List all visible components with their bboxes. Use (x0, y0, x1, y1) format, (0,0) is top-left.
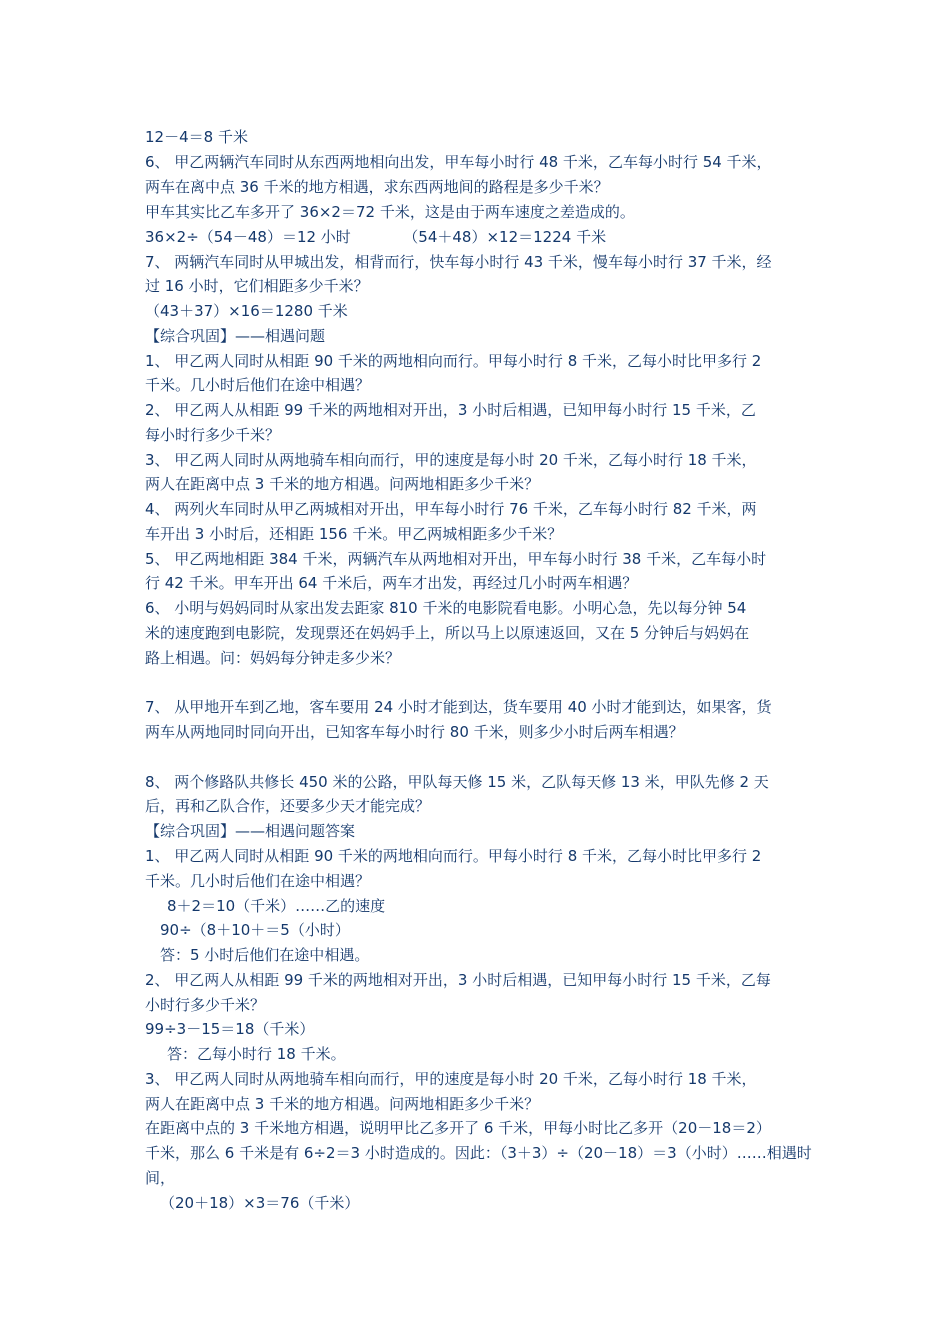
exercise-5: 5、 甲乙两地相距 384 千米，两辆汽车从两地相对开出，甲车每小时行 38 千米，乙车每小时 (145, 550, 767, 568)
text-line: 36×2÷（54－48）＝12 小时 （54＋48）×12＝1224 千米 (145, 228, 607, 246)
text-line: 千米。几小时后他们在途中相遇？ (145, 376, 371, 394)
section-heading: 【综合巩固】——相遇问题 (145, 327, 326, 345)
exercise-3: 3、 甲乙两人同时从两地骑车相向而行，甲的速度是每小时 20 千米，乙每小时行 18 千米， (145, 451, 757, 469)
text-line: 在距离中点的 3 千米地方相遇，说明甲比乙多开了 6 千米，甲每小时比乙多开（20－18＝2） (145, 1119, 771, 1137)
text-line: 答：乙每小时行 18 千米。 (167, 1045, 346, 1063)
exercise-6: 6、 小明与妈妈同时从家出发去距家 810 千米的电影院看电影。小明心急，先以每分钟 54 (145, 599, 747, 617)
text-line: 行 42 千米。甲车开出 64 千米后，两车才出发，再经过几小时两车相遇？ (145, 574, 638, 592)
text-line: （20＋18）×3＝76（千米） (160, 1194, 360, 1212)
text-line: 8＋2＝10（千米）……乙的速度 (167, 897, 386, 915)
text-line: 每小时行多少千米？ (145, 426, 281, 444)
text-line: 甲车其实比乙车多开了 36×2＝72 千米，这是由于两车速度之差造成的。 (145, 203, 635, 221)
text-line: 后，再和乙队合作，还要多少天才能完成？ (145, 797, 431, 815)
text-line: 小时行多少千米？ (145, 996, 266, 1014)
text-line: 路上相遇。问：妈妈每分钟走多少米？ (145, 649, 401, 667)
problem-6: 6、 甲乙两辆汽车同时从东西两地相向出发，甲车每小时行 48 千米，乙车每小时行 54 千米， (145, 153, 772, 171)
text-line: 千米，那么 6 千米是有 6÷2＝3 小时造成的。因此：（3＋3）÷（20－18）＝3（小时）……相遇时 (145, 1144, 812, 1162)
answer-3: 3、 甲乙两人同时从两地骑车相向而行，甲的速度是每小时 20 千米，乙每小时行 18 千米， (145, 1070, 757, 1088)
problem-7: 7、 两辆汽车同时从甲城出发，相背而行，快车每小时行 43 千米，慢车每小时行 37 千米，经 (145, 253, 772, 271)
text-line: 过 16 小时，它们相距多少千米？ (145, 277, 369, 295)
text-line: 米的速度跑到电影院，发现票还在妈妈手上，所以马上以原速返回，又在 5 分钟后与妈妈在 (145, 624, 750, 642)
text-line: 间， (145, 1169, 176, 1187)
text-line: 90÷（8＋10＋＝5（小时） (160, 921, 350, 939)
exercise-1: 1、 甲乙两人同时从相距 90 千米的两地相向而行。甲每小时行 8 千米，乙每小时比甲多行 2 (145, 352, 762, 370)
text-line: 99÷3－15＝18（千米） (145, 1020, 315, 1038)
exercise-4: 4、 两列火车同时从甲乙两城相对开出，甲车每小时行 76 千米，乙车每小时行 82 千米，两 (145, 500, 757, 518)
text-line: 千米。几小时后他们在途中相遇？ (145, 872, 371, 890)
text-line: 两车从两地同时同向开出，已知客车每小时行 80 千米，则多少小时后两车相遇？ (145, 723, 684, 741)
answer-2: 2、 甲乙两人从相距 99 千米的两地相对开出，3 小时后相遇，已知甲每小时行 15 千米，乙每 (145, 971, 771, 989)
exercise-2: 2、 甲乙两人从相距 99 千米的两地相对开出，3 小时后相遇，已知甲每小时行 15 千米，乙 (145, 401, 756, 419)
text-line: 两车在离中点 36 千米的地方相遇，求东西两地间的路程是多少千米？ (145, 178, 609, 196)
text-line: 两人在距离中点 3 千米的地方相遇。问两地相距多少千米？ (145, 1095, 540, 1113)
exercise-8: 8、 两个修路队共修长 450 米的公路，甲队每天修 15 米，乙队每天修 13 米，甲队先修 2 天 (145, 773, 769, 791)
answer-1: 1、 甲乙两人同时从相距 90 千米的两地相向而行。甲每小时行 8 千米，乙每小时比甲多行 2 (145, 847, 762, 865)
text-line: 车开出 3 小时后，还相距 156 千米。甲乙两城相距多少千米？ (145, 525, 563, 543)
text-line: 答：5 小时后他们在途中相遇。 (160, 946, 370, 964)
text-line: （43＋37）×16＝1280 千米 (145, 302, 348, 320)
exercise-7: 7、 从甲地开车到乙地，客车要用 24 小时才能到达，货车要用 40 小时才能到达，如果客，货 (145, 698, 772, 716)
text-line: 两人在距离中点 3 千米的地方相遇。问两地相距多少千米？ (145, 475, 540, 493)
section-heading: 【综合巩固】——相遇问题答案 (145, 822, 356, 840)
text-line: 12－4＝8 千米 (145, 128, 248, 146)
